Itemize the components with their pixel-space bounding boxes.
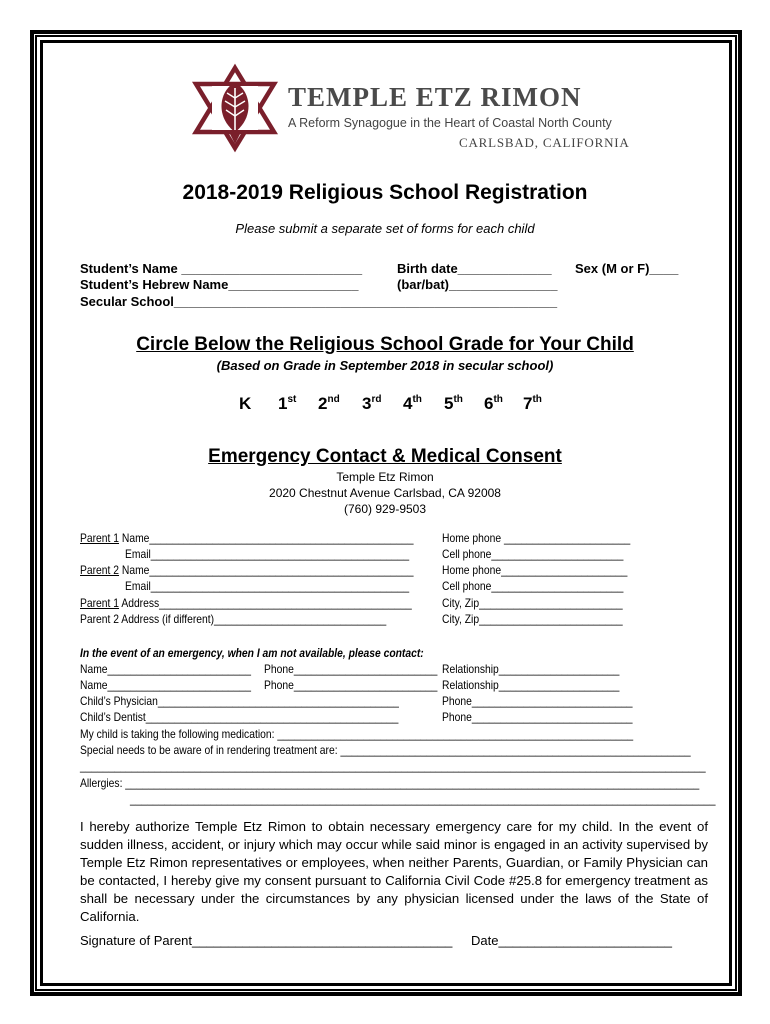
parent2-name-field[interactable]: Parent 2 Name______________________________________________	[80, 563, 414, 577]
temple-address-name: Temple Etz Rimon	[336, 470, 434, 484]
grade-section-heading: Circle Below the Religious School Grade for Your Child	[136, 334, 634, 355]
pomegranate-star-logo-icon	[190, 62, 280, 154]
cell-phone-1-field[interactable]: Cell phone_______________________	[442, 547, 624, 561]
emergency-contact-heading: In the event of an emergency, when I am not available, please contact:	[80, 646, 424, 660]
grade-7th[interactable]: 7th	[523, 394, 542, 413]
grade-6th[interactable]: 6th	[484, 394, 503, 413]
page-title: 2018-2019 Religious School Registration	[182, 181, 588, 204]
grade-1st[interactable]: 1st	[278, 394, 297, 413]
secular-school-field[interactable]: Secular School_____________________________________________________	[80, 294, 558, 309]
submit-note: Please submit a separate set of forms for each child	[235, 221, 535, 236]
parent-signature-field[interactable]: Signature of Parent____________________________________	[80, 933, 453, 948]
allergies-line-2[interactable]: ______________________________________________________________________________________________________	[130, 792, 716, 806]
parent2-email-field[interactable]: Email_____________________________________________	[125, 579, 410, 593]
contact2-relationship-field[interactable]: Relationship_____________________	[442, 678, 620, 692]
contact1-name-field[interactable]: Name_________________________	[80, 662, 252, 676]
temple-location: CARLSBAD, CALIFORNIA	[459, 135, 630, 150]
contact1-relationship-field[interactable]: Relationship_____________________	[442, 662, 620, 676]
cell-phone-2-field[interactable]: Cell phone_______________________	[442, 579, 624, 593]
parent1-email-field[interactable]: Email_____________________________________________	[125, 547, 410, 561]
city-zip-1-field[interactable]: City, Zip_________________________	[442, 596, 623, 610]
parent1-name-field[interactable]: Parent 1 Name______________________________________________	[80, 531, 414, 545]
grade-section-subheading: (Based on Grade in September 2018 in secular school)	[216, 358, 554, 373]
parent1-address-field[interactable]: Parent 1 Address____________________________________________	[80, 596, 412, 610]
grade-k[interactable]: K	[239, 394, 252, 413]
special-needs-line-2[interactable]: _____________________________________________________________________________________________________________	[80, 759, 706, 773]
student-name-field[interactable]: Student’s Name _________________________	[80, 261, 363, 276]
contact1-phone-field[interactable]: Phone_________________________	[264, 662, 438, 676]
grade-5th[interactable]: 5th	[444, 394, 463, 413]
contact2-phone-field[interactable]: Phone_________________________	[264, 678, 438, 692]
sex-field[interactable]: Sex (M or F)____	[575, 261, 679, 276]
consent-paragraph: I hereby authorize Temple Etz Rimon to obtain necessary emergency care for my child. In the event of sudden illness, accident, or injury which may occur while said minor is engaged in an activity supervised by Temple Etz Rimon representatives or employees, when neither Parents, Guardian, or Family Physician can be contacted, I hereby give my consent pursuant to California Civil Code #25.8 for emergency treatment as shall be necessary under the circumstances by any physician licensed under the laws of the State of California.	[80, 819, 708, 924]
city-zip-2-field[interactable]: City, Zip_________________________	[442, 612, 623, 626]
signature-date-field[interactable]: Date________________________	[471, 933, 672, 948]
temple-name: TEMPLE ETZ RIMON	[288, 82, 582, 112]
medication-field[interactable]: My child is taking the following medication: ______________________________________________________________	[80, 727, 634, 741]
contact2-name-field[interactable]: Name_________________________	[80, 678, 252, 692]
temple-address-street: 2020 Chestnut Avenue Carlsbad, CA 92008	[269, 486, 501, 500]
temple-address-phone: (760) 929-9503	[343, 502, 427, 516]
allergies-field[interactable]: Allergies: ____________________________________________________________________________________________________	[80, 776, 700, 790]
physician-field[interactable]: Child’s Physician__________________________________________	[80, 694, 399, 708]
special-needs-field[interactable]: Special needs to be aware of in rendering treatment are: _____________________________________________________________	[80, 743, 691, 757]
grade-3rd[interactable]: 3rd	[362, 394, 382, 413]
emergency-section-heading: Emergency Contact & Medical Consent	[208, 446, 562, 467]
home-phone-2-field[interactable]: Home phone______________________	[442, 563, 628, 577]
grade-2nd[interactable]: 2nd	[318, 394, 340, 413]
physician-phone-field[interactable]: Phone____________________________	[442, 694, 633, 708]
birth-date-field[interactable]: Birth date_____________	[397, 261, 552, 276]
parent2-address-field[interactable]: Parent 2 Address (if different)______________________________	[80, 612, 387, 626]
dentist-phone-field[interactable]: Phone____________________________	[442, 710, 633, 724]
barbat-field[interactable]: (bar/bat)_______________	[397, 277, 558, 292]
hebrew-name-field[interactable]: Student’s Hebrew Name__________________	[80, 277, 359, 292]
home-phone-1-field[interactable]: Home phone ______________________	[442, 531, 631, 545]
temple-tagline: A Reform Synagogue in the Heart of Coastal North County	[288, 116, 612, 130]
dentist-field[interactable]: Child’s Dentist____________________________________________	[80, 710, 399, 724]
grade-4th[interactable]: 4th	[403, 394, 422, 413]
